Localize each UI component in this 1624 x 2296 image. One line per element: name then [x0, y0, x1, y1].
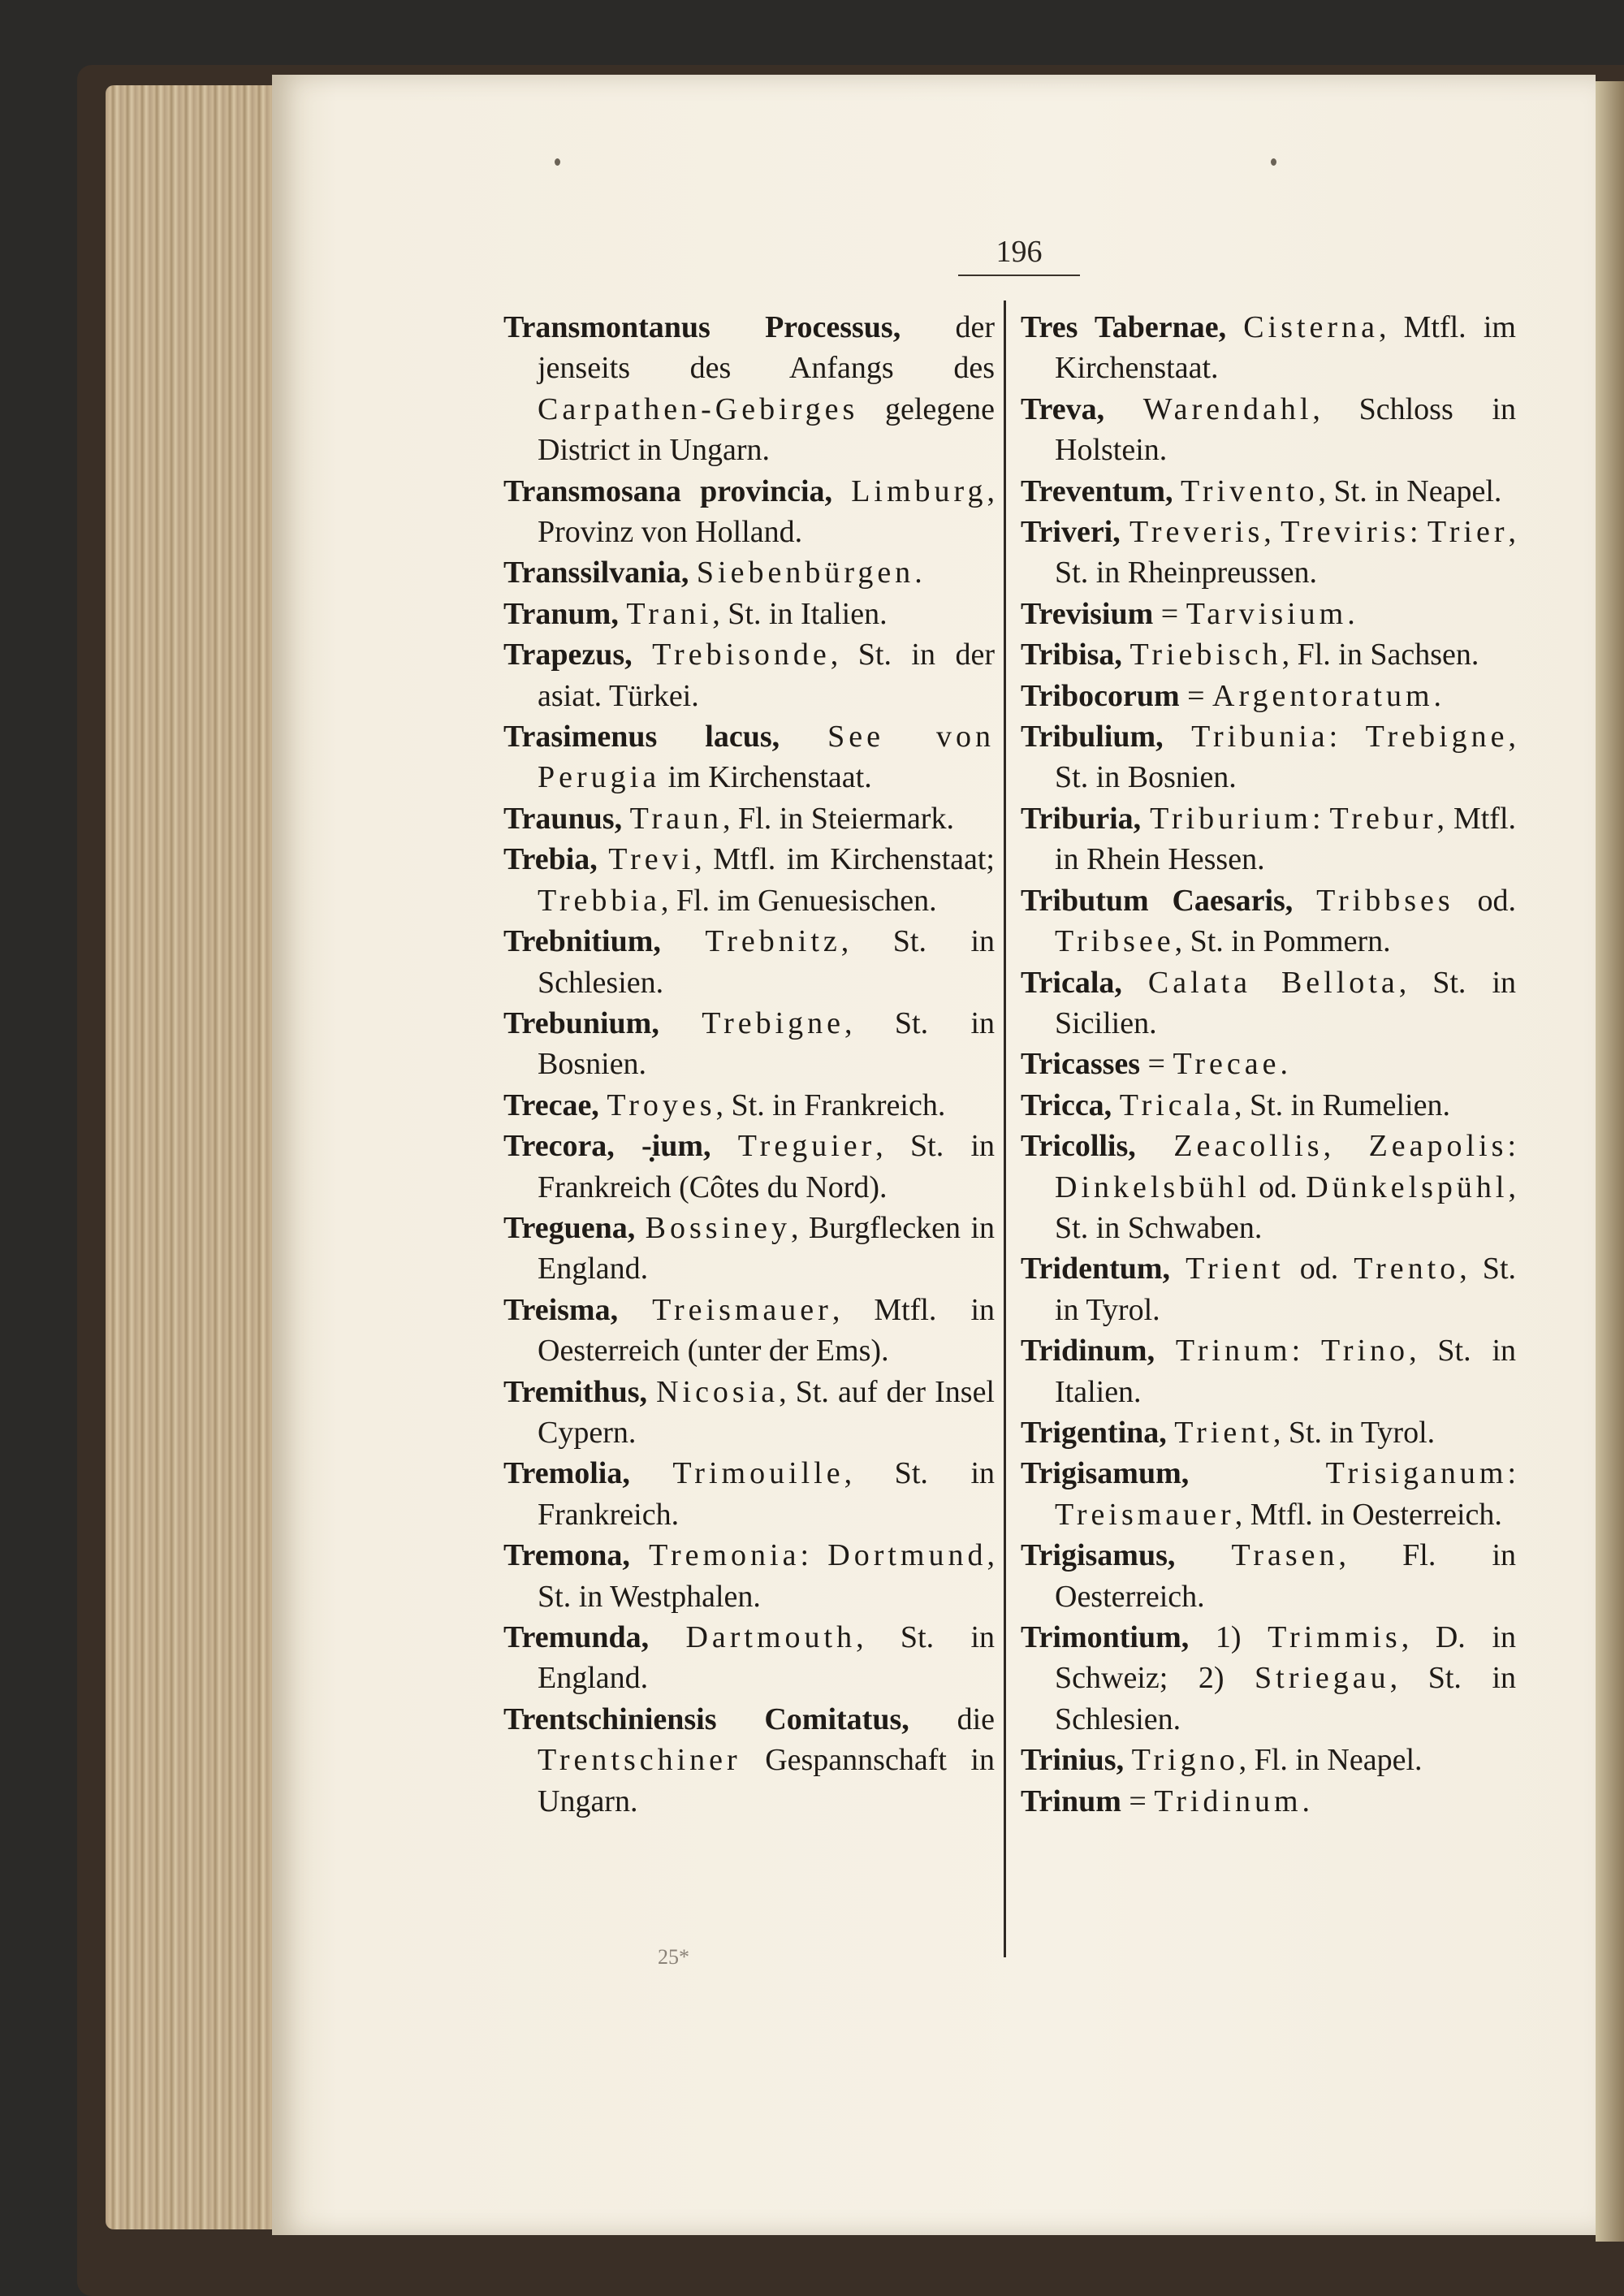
entry-text: , St. in Neapel.	[1318, 473, 1502, 508]
entry-text: :	[1328, 720, 1366, 755]
entry-headword: Traunus,	[503, 801, 623, 836]
dictionary-entry	[1021, 880, 1516, 962]
entry-headword: Tribulium,	[1021, 720, 1164, 755]
entry-headword: Transmosana provincia,	[503, 473, 833, 508]
entry-modern-name: Tarvisium	[1186, 596, 1348, 631]
entry-text: , St. in Schwaben.	[1055, 1170, 1516, 1245]
entry-text: , Mtfl. in Oesterreich.	[1234, 1497, 1502, 1532]
entry-modern-name: Treveris	[1129, 515, 1264, 550]
entry-modern-name: Carpathen-Gebirges	[538, 391, 859, 426]
dictionary-entry	[1021, 962, 1516, 1044]
entry-text: , St. in Pommern.	[1174, 924, 1391, 959]
dictionary-entry	[1021, 512, 1516, 594]
entry-text: , St. in Schlesien.	[538, 924, 995, 1000]
entry-text: ,	[1263, 515, 1281, 550]
right-column	[1021, 307, 1516, 1822]
entry-text	[1226, 310, 1243, 344]
entry-headword: Triveri,	[1021, 515, 1121, 550]
entry-modern-name: Calata Bellota	[1147, 965, 1399, 1000]
entry-text	[1164, 720, 1191, 754]
entry-modern-name: Trevi	[608, 842, 695, 877]
dictionary-entry	[503, 1617, 995, 1699]
entry-modern-name: Trecae	[1173, 1047, 1281, 1082]
entry-text: , St. in Italien.	[712, 596, 888, 631]
dictionary-entry	[1021, 389, 1516, 471]
entry-modern-name: Trivento	[1181, 473, 1319, 508]
entry-modern-name: Trigno	[1131, 1743, 1239, 1778]
dictionary-entry	[1021, 1453, 1516, 1535]
entry-modern-name: Trimouille	[672, 1456, 844, 1491]
dictionary-entry	[1021, 1044, 1516, 1084]
entry-text: , St. in Bosnien.	[538, 1005, 996, 1082]
entry-text: =	[1121, 1784, 1155, 1818]
dictionary-entry	[503, 1699, 995, 1822]
dictionary-entry	[1021, 1330, 1516, 1412]
entry-modern-name: Trasen	[1231, 1538, 1339, 1573]
entry-headword: Transsilvania,	[503, 556, 689, 590]
dictionary-entry	[1021, 716, 1516, 798]
dictionary-entry	[1021, 634, 1516, 675]
entry-modern-name: Striegau	[1255, 1661, 1390, 1696]
entry-text	[1155, 1334, 1176, 1368]
entry-headword: Treguena,	[503, 1210, 636, 1245]
entry-modern-name: Trebigne	[1365, 720, 1509, 755]
entry-modern-name: Triebisch	[1129, 638, 1282, 672]
dictionary-entry	[1021, 471, 1516, 512]
dictionary-entry	[503, 471, 995, 553]
entry-modern-name: Argentoratum	[1212, 678, 1434, 713]
entry-headword: Tributum Caesaris,	[1021, 883, 1294, 918]
entry-text: , St. in Tyrol.	[1055, 1252, 1516, 1327]
entry-headword: Tremunda,	[503, 1620, 650, 1654]
entry-headword: Trebunium,	[503, 1005, 659, 1040]
entry-headword: Tres Tabernae,	[1021, 310, 1227, 344]
entry-text: .	[1433, 678, 1442, 713]
entry-headword: Trecora, -̣ium,	[503, 1129, 711, 1164]
entry-headword: Trinum	[1021, 1784, 1121, 1818]
dictionary-entry	[1021, 676, 1516, 716]
entry-text	[1122, 966, 1148, 1000]
entry-text	[1175, 1538, 1231, 1572]
entry-headword: Tranum,	[503, 596, 619, 631]
dictionary-entry	[1021, 1617, 1516, 1740]
entry-modern-name: Dartmouth	[685, 1620, 857, 1654]
entry-text	[649, 1620, 685, 1654]
left-column	[503, 307, 995, 1822]
entry-modern-name: Dinkelsbühl	[1055, 1170, 1250, 1204]
entry-text: , St. in der asiat. Türkei.	[538, 638, 995, 713]
entry-text: :	[1311, 801, 1330, 836]
dictionary-entry	[503, 798, 995, 839]
entry-headword: Transmontanus Processus,	[503, 310, 901, 344]
entry-modern-name: Trinum	[1175, 1334, 1292, 1369]
entry-headword: Trinius,	[1021, 1743, 1125, 1778]
entry-modern-name: Limburg	[851, 473, 987, 508]
entry-text: , Fl. in Steiermark.	[723, 801, 954, 836]
entry-headword: Trasimenus lacus,	[503, 720, 780, 755]
right-page-edge	[1596, 81, 1624, 2242]
entry-headword: Trigentina,	[1021, 1415, 1167, 1450]
entry-text: od.	[1250, 1170, 1307, 1204]
entry-text	[1121, 515, 1129, 549]
entry-text	[689, 556, 697, 590]
entry-headword: Trevisium	[1021, 596, 1154, 631]
entry-modern-name: Tricala	[1119, 1087, 1234, 1122]
entry-text: 1)	[1189, 1620, 1268, 1654]
entry-headword: Treventum,	[1021, 473, 1173, 508]
dictionary-entry	[1021, 1085, 1516, 1126]
entry-text: , Mtfl. in Rhein Hessen.	[1055, 801, 1516, 877]
entry-modern-name: Dünkelspühl	[1306, 1170, 1509, 1204]
entry-text: =	[1140, 1047, 1173, 1082]
entry-text	[622, 802, 630, 836]
entry-text: im Kirchenstaat.	[660, 760, 872, 795]
entry-headword: Tribisa,	[1021, 638, 1122, 672]
dictionary-entry	[503, 716, 995, 798]
entry-headword: Trebnitium,	[503, 924, 661, 959]
dictionary-entry	[503, 307, 995, 471]
entry-modern-name: Troyes	[607, 1087, 716, 1122]
entry-modern-name: Treguier	[737, 1129, 876, 1164]
entry-text	[832, 474, 851, 508]
entry-headword: Tricollis,	[1021, 1129, 1136, 1164]
entry-text	[598, 842, 609, 876]
entry-headword: Tricca,	[1021, 1087, 1112, 1122]
entry-text: , Fl. in Sachsen.	[1281, 638, 1479, 672]
entry-text	[780, 720, 827, 754]
dictionary-entry	[503, 1535, 995, 1617]
entry-text: .	[1302, 1784, 1311, 1818]
entry-headword: Tridentum,	[1021, 1252, 1171, 1286]
entry-text: , Mtfl. in Oesterreich (unter der Ems).	[538, 1292, 996, 1369]
entry-headword: Treva,	[1021, 391, 1105, 426]
dictionary-entry	[503, 552, 995, 593]
entry-text	[1293, 884, 1316, 918]
entry-headword: Trigisamus,	[1021, 1538, 1176, 1573]
entry-modern-name: Tribunia	[1191, 720, 1329, 755]
entry-text	[635, 1211, 645, 1245]
entry-headword: Triburia,	[1021, 801, 1142, 836]
entry-text: :	[1507, 1456, 1516, 1491]
entry-modern-name: Trento	[1354, 1252, 1460, 1286]
entry-text	[1141, 802, 1150, 836]
dictionary-entry	[503, 594, 995, 634]
entry-headword: Trentschiniensis Comitatus,	[503, 1701, 909, 1736]
entry-text	[1189, 1456, 1325, 1490]
entry-modern-name: Treviris	[1281, 515, 1410, 550]
entry-modern-name: Trisiganum	[1325, 1456, 1508, 1491]
entry-modern-name: Bossiney	[645, 1210, 791, 1245]
entry-modern-name: Trani	[626, 596, 713, 631]
entry-text: =	[1179, 678, 1213, 713]
entry-headword: Tremithus,	[503, 1374, 647, 1409]
entry-headword: Tricasses	[1021, 1047, 1141, 1082]
entry-modern-name: Treismauer	[1055, 1497, 1235, 1532]
entry-modern-name: See von Perugia	[538, 720, 995, 795]
entry-text: :	[1410, 515, 1427, 550]
entry-headword: Trimontium,	[1021, 1620, 1190, 1654]
entry-text: , Burgflecken in England.	[538, 1210, 996, 1286]
entry-text	[1124, 1743, 1132, 1777]
dictionary-entry	[1021, 798, 1516, 880]
entry-text	[1173, 474, 1181, 508]
entry-text: , Fl. im Genuesischen.	[660, 883, 937, 918]
entry-text: .	[914, 556, 922, 590]
entry-modern-name: Cisterna	[1243, 310, 1379, 344]
entry-headword: Tridinum,	[1021, 1334, 1155, 1369]
dictionary-entry	[1021, 1781, 1516, 1822]
entry-modern-name: Trino	[1320, 1334, 1410, 1369]
entry-text: die	[909, 1701, 995, 1736]
entry-text: , St. in Westphalen.	[538, 1538, 995, 1614]
entry-text: :	[800, 1538, 828, 1573]
entry-text: , Fl. in Oesterreich.	[1055, 1538, 1517, 1614]
entry-text	[1136, 1129, 1174, 1163]
entry-modern-name: Trient	[1174, 1415, 1273, 1450]
entry-text: , St. in Italien.	[1055, 1334, 1516, 1409]
signature-mark: 25*	[658, 1945, 689, 1969]
entry-text: , Schloss in Holstein.	[1055, 391, 1516, 468]
dictionary-entry	[1021, 594, 1516, 634]
entry-headword: Tribocorum	[1021, 678, 1180, 713]
entry-text: , St. in Rumelien.	[1233, 1087, 1450, 1122]
dictionary-entry	[1021, 1248, 1516, 1330]
dictionary-entry	[503, 1003, 995, 1085]
entry-modern-name: Zeacollis	[1173, 1129, 1324, 1164]
entry-text: , St. auf der Insel Cypern.	[538, 1374, 995, 1450]
entry-modern-name: Trebur	[1329, 801, 1437, 836]
entry-text	[1167, 1416, 1175, 1450]
entry-text	[618, 1293, 652, 1327]
entry-text: , St. in Frankreich.	[538, 1456, 996, 1532]
entry-modern-name: Tribsee	[1055, 924, 1175, 959]
entry-text	[1170, 1252, 1186, 1286]
ink-speck	[1271, 158, 1276, 166]
entry-text: , Mtfl. im Kirchenstaat;	[694, 842, 995, 877]
entry-modern-name: Tremonia	[649, 1538, 801, 1573]
entry-text	[659, 1006, 702, 1040]
entry-headword: Treisma,	[503, 1292, 619, 1327]
dictionary-entry	[1021, 1535, 1516, 1617]
dictionary-entry	[503, 1290, 995, 1372]
entry-text: , St. in Bosnien.	[1055, 720, 1516, 795]
entry-text: , St. in Sicilien.	[1055, 965, 1516, 1040]
dictionary-entry	[503, 1372, 995, 1454]
entry-modern-name: Trebnitz	[705, 924, 841, 959]
dictionary-entry	[1021, 1740, 1516, 1780]
entry-text: Gespannschaft in Ungarn.	[538, 1743, 995, 1818]
entry-text: od.	[1284, 1252, 1354, 1286]
entry-text: ,	[1323, 1129, 1369, 1164]
dictionary-entry	[503, 634, 995, 716]
entry-text: , Mtfl. im Kirchenstaat.	[1055, 310, 1516, 386]
entry-text	[1122, 638, 1130, 672]
dictionary-entry	[1021, 307, 1516, 389]
entry-modern-name: Trentschiner	[538, 1743, 741, 1778]
page-number-rule	[958, 275, 1080, 276]
entry-modern-name: Treismauer	[652, 1292, 832, 1327]
entry-text: , St. in Frankreich (Côtes du Nord).	[538, 1129, 996, 1204]
entry-text: :	[1291, 1334, 1321, 1369]
entry-text: , St. in Tyrol.	[1272, 1415, 1436, 1450]
entry-text: , Provinz von Holland.	[538, 473, 995, 550]
entry-modern-name: Triburium	[1150, 801, 1312, 836]
page-edges	[106, 85, 292, 2229]
entry-modern-name: Trebigne	[702, 1005, 845, 1040]
entry-text	[711, 1129, 738, 1163]
entry-modern-name: Tridinum	[1154, 1784, 1302, 1818]
entry-headword: Tricala,	[1021, 965, 1122, 1000]
entry-text: , Fl. in Neapel.	[1238, 1743, 1423, 1778]
entry-modern-name: Trimmis	[1268, 1620, 1402, 1654]
dictionary-entry	[1021, 1412, 1516, 1453]
entry-modern-name: Dortmund	[827, 1538, 987, 1573]
entry-modern-name: Trebbia	[538, 883, 661, 918]
column-divider	[1004, 301, 1006, 1957]
entry-text: =	[1153, 596, 1186, 631]
entry-text: gelegene District in Ungarn.	[538, 391, 995, 468]
dictionary-entry	[503, 1126, 995, 1208]
entry-text	[630, 1538, 649, 1572]
entry-text: .	[1280, 1047, 1288, 1082]
entry-modern-name: Zeapolis	[1368, 1129, 1508, 1164]
entry-text: .	[1347, 596, 1355, 631]
entry-text	[647, 1375, 656, 1409]
entry-headword: Tremona,	[503, 1538, 630, 1573]
entry-text: der jenseits des Anfangs des	[538, 310, 995, 386]
entry-modern-name: Trebisonde	[652, 638, 831, 672]
entry-text: , St. in Frankreich.	[715, 1087, 946, 1122]
entry-text: , St. in Rheinpreussen.	[1055, 515, 1516, 590]
dictionary-entry	[1021, 1126, 1516, 1248]
dictionary-entry	[503, 1208, 995, 1290]
entry-text	[1104, 392, 1143, 426]
entry-text: , St. in Schlesien.	[1055, 1661, 1516, 1736]
entry-text	[619, 597, 627, 631]
entry-modern-name: Nicosia	[656, 1374, 780, 1409]
dictionary-entry	[503, 839, 995, 921]
entry-text: , D. in Schweiz; 2)	[1055, 1620, 1516, 1696]
entry-text: , St. in England.	[538, 1620, 996, 1696]
entry-modern-name: Trier	[1427, 515, 1509, 550]
entry-text	[661, 924, 705, 958]
entry-text: od.	[1453, 883, 1517, 918]
ink-speck	[555, 158, 560, 166]
entry-headword: Trapezus,	[503, 638, 633, 672]
dictionary-entry	[503, 1085, 995, 1126]
dictionary-entry	[503, 921, 995, 1003]
entry-text	[1112, 1088, 1120, 1122]
dictionary-entry	[503, 1453, 995, 1535]
entry-modern-name: Siebenbürgen	[696, 556, 915, 590]
entry-modern-name: Tribbses	[1316, 883, 1454, 918]
entry-text: :	[1507, 1129, 1517, 1164]
entry-text	[633, 638, 652, 672]
entry-modern-name: Trient	[1186, 1252, 1285, 1286]
entry-headword: Trigisamum,	[1021, 1456, 1190, 1491]
entry-text	[630, 1456, 673, 1490]
entry-modern-name: Traun	[629, 801, 723, 836]
entry-modern-name: Warendahl	[1142, 391, 1313, 426]
entry-headword: Trebia,	[503, 842, 598, 877]
entry-headword: Tremolia,	[503, 1456, 630, 1491]
page-number: 196	[996, 235, 1043, 269]
entry-text	[599, 1088, 607, 1122]
entry-headword: Trecae,	[503, 1087, 599, 1122]
